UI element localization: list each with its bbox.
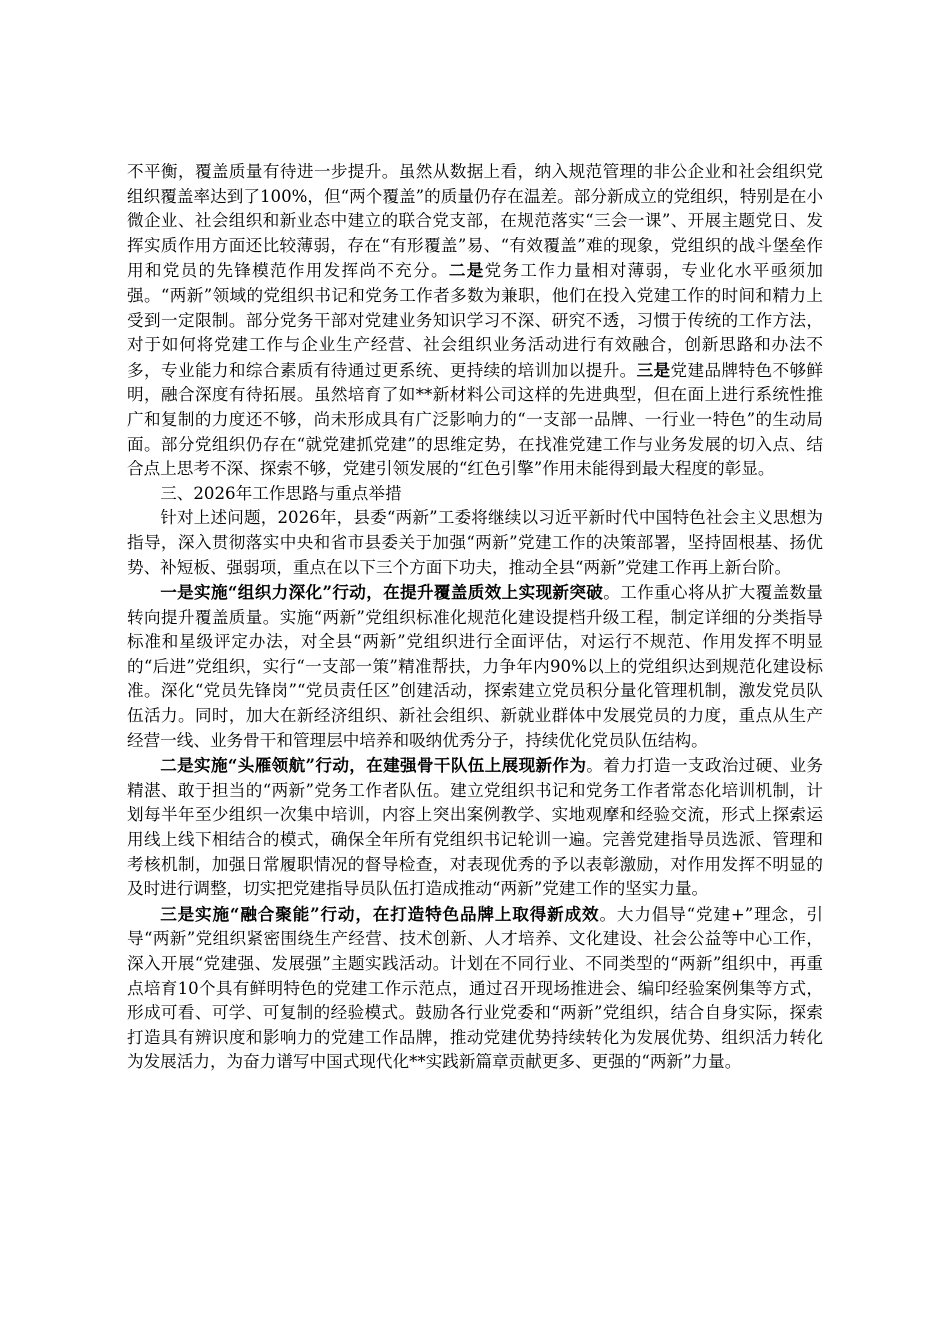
document-body <box>127 160 823 1075</box>
measure-2-paragraph <box>127 753 823 902</box>
measure-1-paragraph <box>127 580 823 753</box>
measure-1-body: 。工作重心将从扩大覆盖数量转向提升覆盖质量。实施“两新”党组织标准化规范化建设提档升级工程，制定详细的分类指导标准和星级评定办法，对全县“两新”党组织进行全面评估，对运行不规范、作用发挥不明显的“后进”党组织，实行“一支部一策”精准帮扶，力争年内90%以上的党组织达到规范化建设标准。深化“党员先锋岗”“党员责任区”创建活动，探索建立党员积分量化管理机制，激发党员队伍活力。同时，加大在新经济组织、新社会组织、新就业群体中发展党员的力度，重点从生产经营一线、业务骨干和管理层中培养和吸纳优秀分子，持续优化党员队伍结构。 <box>127 583 824 750</box>
measure-3-paragraph <box>127 902 823 1075</box>
problem-2-lead: 二是 <box>448 260 485 281</box>
problem-2-text: 党务工作力量相对薄弱，专业化水平亟须加强。“两新”领域的党组织书记和党务工作者多数为兼职，他们在投入党建工作的时间和精力上受到一定限制。部分党务干部对党建业务知识学习不深、研究不透，习惯于传统的工作方法，对于如何将党建工作与企业生产经营、社会组织业务活动进行有效融合，创新思路和办法不多，专业能力和综合素质有待通过更系统、更持续的培训加以提升。 <box>127 261 824 380</box>
measure-2-body: 。着力打造一支政治过硬、业务精湛、敢于担当的“两新”党务工作者队伍。建立党组织书记和党务工作者常态化培训机制，计划每半年至少组织一次集中培训，内容上突出案例教学、实地观摩和经验交流，形式上探索运用线上线下相结合的模式，确保全年所有党组织书记轮训一遍。完善党建指导员选派、管理和考核机制，加强日常履职情况的督导检查，对表现优秀的予以表彰激励，对作用发挥不明显的及时进行调整，切实把党建指导员队伍打造成推动“两新”党建工作的坚实力量。 <box>127 756 823 899</box>
problem-3-lead: 三是 <box>636 359 671 380</box>
measure-1-title: 一是实施“组织力深化”行动，在提升覆盖质效上实现新突破 <box>160 582 604 603</box>
problems-paragraph <box>127 160 823 482</box>
intro-paragraph: 针对上述问题，2026年，县委“两新”工委将继续以习近平新时代中国特色社会主义思想为指导，深入贯彻落实中央和省市县委关于加强“两新”党建工作的决策部署，坚持固根基、扬优势、补短板、强弱项，重点在以下三个方面下功夫，推动全县“两新”党建工作再上新台阶。 <box>127 508 823 577</box>
problem-3-text: 党建品牌特色不够鲜明，融合深度有待拓展。虽然培育了如**新材料公司这样的先进典型，但在面上进行系统性推广和复制的力度还不够，尚未形成具有广泛影响力的“一支部一品牌、一行业一特色”的生动局面。部分党组织仍存在“就党建抓党建”的思维定势，在找准党建工作与业务发展的切入点、结合点上思考不深、探索不够，党建引领发展的“红色引擎”作用未能得到最大程度的彰显。 <box>127 360 824 479</box>
measure-3-title: 三是实施“融合聚能”行动，在打造特色品牌上取得新成效 <box>160 903 600 924</box>
measure-2-title: 二是实施“头雁领航”行动，在建强骨干队伍上展现新作为 <box>160 755 587 776</box>
problem-1-text: 不平衡，覆盖质量有待进一步提升。虽然从数据上看，纳入规范管理的非公企业和社会组织党组织覆盖率达到了100%，但“两个覆盖”的质量仍存在温差。部分新成立的党组织，特别是在小微企业、社会组织和新业态中建立的联合党支部，在规范落实“三会一课”、开展主题党日、发挥实质作用方面还比较薄弱，存在“有形覆盖”易、“有效覆盖”难的现象，党组织的战斗堡垒作用和党员的先锋模范作用发挥尚不充分。 <box>127 162 823 281</box>
section-heading: 三、2026年工作思路与重点举措 <box>160 483 402 503</box>
measure-3-body: 。大力倡导“党建+”理念，引导“两新”党组织紧密围绕生产经营、技术创新、人才培养、文化建设、社会公益等中心工作，深入开展“党建强、发展强”主题实践活动。计划在不同行业、不同类型的“两新”组织中，再重点培育10个具有鲜明特色的党建工作示范点，通过召开现场推进会、编印经验案例集等方式，形成可看、可学、可复制的经验模式。鼓励各行业党委和“两新”党组织，结合自身实际，探索打造具有辨识度和影响力的党建工作品牌，推动党建优势持续转化为发展优势、组织活力转化为发展活力，为奋力谱写中国式现代化**实践新篇章贡献更多、更强的“两新”力量。 <box>127 904 823 1072</box>
